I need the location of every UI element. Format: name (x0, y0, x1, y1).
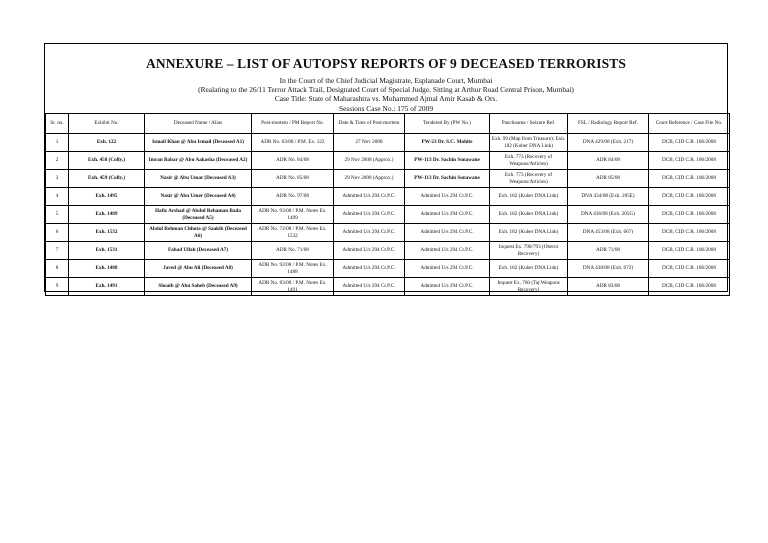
cell-deceased-name: Abdul Rehman Chhota @ Saakib (Deceased A6) (145, 224, 252, 242)
table-row (46, 152, 730, 170)
header-court-ref: Court Reference / Case File No. (649, 114, 730, 134)
table-row (46, 224, 730, 242)
cell-pm-report-no: ADR No. 97/08 (252, 188, 334, 206)
cell-court-ref: DCB, CID C.R. 186/2008 (649, 242, 730, 260)
cell-fsl-ref: ADR 84/08 (568, 152, 649, 170)
header-exhibit-no: Exhibit No. (69, 114, 145, 134)
cell-date-time: Admitted U/s 294 Cr.P.C. (334, 260, 405, 278)
cell-pm-report-no: ADR No. 85/08 (252, 170, 334, 188)
cell-date-time: Admitted U/s 294 Cr.P.C. (334, 188, 405, 206)
cell-sr-no: 7 (46, 242, 69, 260)
cell-date-time: 29 Nov 2008 (Approx.) (334, 170, 405, 188)
cell-exhibit-no: Exh. 1491 (69, 278, 145, 296)
cell-panchnama: Exh. 99 (Map from Treasure); Exh. 182 (Kuber DNA Link) (490, 134, 568, 152)
cell-panchnama: Exh. 182 (Kuber DNA Link) (490, 206, 568, 224)
cell-panchnama: Exh. 182 (Kuber DNA Link) (490, 224, 568, 242)
cell-deceased-name: Hafiz Arshad @ Abdul Rehaman Bada (Deceased A5) (145, 206, 252, 224)
cell-date-time: Admitted U/s 294 Cr.P.C. (334, 278, 405, 296)
cell-deceased-name: Imran Babar @ Abu Aakasha (Deceased A2) (145, 152, 252, 170)
cell-tendered-by: Admitted U/s 294 Cr.P.C. (405, 260, 490, 278)
cell-pm-report-no: ADR No. 72/08 / P.M. Notes Ex. 1532 (252, 224, 334, 242)
court-line: In the Court of the Chief Judicial Magistrate, Esplanade Court, Mumbai (279, 76, 493, 85)
cell-exhibit-no: Exh. 1488 (69, 260, 145, 278)
table-row (46, 206, 730, 224)
cell-date-time: Admitted U/s 294 Cr.P.C. (334, 206, 405, 224)
cell-panchnama: Exh. 773 (Recovery of Weapons/Articles) (490, 170, 568, 188)
cell-fsl-ref: ADR 71/08 (568, 242, 649, 260)
cell-tendered-by: Admitted U/s 294 Cr.P.C. (405, 242, 490, 260)
cell-tendered-by: Admitted U/s 294 Cr.P.C. (405, 188, 490, 206)
cell-pm-report-no: ADR No. 93/08 / P.M. Notes Ex. 1489 (252, 206, 334, 224)
table-header-row (46, 114, 730, 134)
cell-deceased-name: Shoaib @ Abu Soheb (Deceased A9) (145, 278, 252, 296)
cell-panchnama: Exh. 773 (Recovery of Weapons/Articles) (490, 152, 568, 170)
cell-fsl-ref: DNA 429/08 (Exh. 217) (568, 134, 649, 152)
cell-exhibit-no: Exh. 1489 (69, 206, 145, 224)
cell-court-ref: DCB, CID C.R. 186/2008 (649, 152, 730, 170)
cell-panchnama: Exh. 182 (Kuber DNA Link) (490, 188, 568, 206)
cell-sr-no: 1 (46, 134, 69, 152)
cell-deceased-name: Nasir @ Abu Umar (Deceased A3) (145, 170, 252, 188)
cell-exhibit-no: Exh. 122 (69, 134, 145, 152)
table-row (46, 242, 730, 260)
table-row (46, 134, 730, 152)
table-row (46, 170, 730, 188)
table-row (46, 278, 730, 296)
cell-fsl-ref: DNA 436/08 (Exh. 205G) (568, 206, 649, 224)
cell-pm-report-no: ADR No. 63/08 / P.M. Ex. 122 (252, 134, 334, 152)
case-number: Sessions Case No.: 175 of 2009 (338, 103, 434, 113)
cell-exhibit-no: Exh. 458 (Colly.) (69, 152, 145, 170)
cell-sr-no: 2 (46, 152, 69, 170)
case-title: Case Title: State of Maharashtra vs. Mohammed Ajmal Amir Kasab & Ors. (274, 94, 498, 104)
cell-deceased-name: Nasir @ Abu Umer (Deceased A4) (145, 188, 252, 206)
header-pm-report-no: Post-mortem / PM Report No. (252, 114, 334, 134)
cell-deceased-name: Ismail Khan @ Abu Ismail (Deceased A1) (145, 134, 252, 152)
cell-tendered-by: Admitted U/s 294 Cr.P.C. (405, 206, 490, 224)
cell-panchnama: Inquest Ex. 760 (Taj Weapons Recovery) (490, 278, 568, 296)
cell-sr-no: 3 (46, 170, 69, 188)
annexure-sheet (44, 43, 728, 292)
cell-deceased-name: Fahad Ullah (Deceased A7) (145, 242, 252, 260)
cell-tendered-by: PW-113 Dr. Sachin Sonawane (405, 170, 490, 188)
cell-panchnama: Inquest Ex. 790/793 (Oberoi Recovery) (490, 242, 568, 260)
cell-court-ref: DCB, CID C.R. 186/2008 (649, 278, 730, 296)
cell-fsl-ref: ADR 85/08 (568, 170, 649, 188)
header-date-time: Date & Time of Post-mortem (334, 114, 405, 134)
header-sr-no: Sr. no. (46, 114, 69, 134)
cell-panchnama: Exh. 182 (Kuber DNA Link) (490, 260, 568, 278)
cell-tendered-by: PW-23 Dr. S.C. Mohite (405, 134, 490, 152)
cell-date-time: 27 Nov 2008 (334, 134, 405, 152)
cell-fsl-ref: DNA 453/08 (Exh. 667) (568, 224, 649, 242)
cell-pm-report-no: ADR No. 83/08 / P.M. Notes Ex. 1491 (252, 278, 334, 296)
cell-deceased-name: Javed @ Abu Ali (Deceased A8) (145, 260, 252, 278)
relating-line: (Realating to the 26/11 Terror Attack Trail, Designated Court of Special Judge, Sitting at Arthur Road Central Prison, Mumbai) (198, 85, 574, 95)
cell-court-ref: DCB, CID C.R. 186/2008 (649, 188, 730, 206)
cell-sr-no: 8 (46, 260, 69, 278)
cell-court-ref: DCB, CID C.R. 186/2008 (649, 224, 730, 242)
document-title: ANNEXURE – LIST OF AUTOPSY REPORTS OF 9 DECEASED TERRORISTS (146, 56, 626, 71)
cell-fsl-ref: DNA 438/08 (Exh. 672) (568, 260, 649, 278)
cell-court-ref: DCB, CID C.R. 186/2008 (649, 260, 730, 278)
cell-exhibit-no: Exh. 1495 (69, 188, 145, 206)
cell-court-ref: DCB, CID C.R. 186/2008 (649, 134, 730, 152)
document-header (45, 44, 727, 113)
cell-court-ref: DCB, CID C.R. 186/2008 (649, 170, 730, 188)
cell-tendered-by: Admitted U/s 294 Cr.P.C. (405, 278, 490, 296)
cell-sr-no: 5 (46, 206, 69, 224)
header-tendered-by: Tendered By (PW No.) (405, 114, 490, 134)
header-fsl-ref: FSL / Radiology Report Ref. (568, 114, 649, 134)
cell-pm-report-no: ADR No. 84/08 (252, 152, 334, 170)
cell-tendered-by: PW-113 Dr. Sachin Sonawane (405, 152, 490, 170)
autopsy-reports-table (45, 113, 730, 296)
cell-sr-no: 9 (46, 278, 69, 296)
cell-pm-report-no: ADR No. 71/08 (252, 242, 334, 260)
cell-tendered-by: Admitted U/s 294 Cr.P.C. (405, 224, 490, 242)
cell-pm-report-no: ADR No. 92/08 / P.M. Notes Ex. 1488 (252, 260, 334, 278)
cell-exhibit-no: Exh. 1531 (69, 242, 145, 260)
cell-date-time: Admitted U/s 294 Cr.P.C. (334, 242, 405, 260)
cell-fsl-ref: DNA 434/08 (Exh. 205E) (568, 188, 649, 206)
cell-date-time: 29 Nov 2008 (Approx.) (334, 152, 405, 170)
table-row (46, 188, 730, 206)
table-row (46, 260, 730, 278)
cell-court-ref: DCB, CID C.R. 186/2008 (649, 206, 730, 224)
cell-exhibit-no: Exh. 459 (Colly.) (69, 170, 145, 188)
cell-sr-no: 4 (46, 188, 69, 206)
cell-date-time: Admitted U/s 294 Cr.P.C. (334, 224, 405, 242)
cell-exhibit-no: Exh. 1532 (69, 224, 145, 242)
cell-fsl-ref: ADR 83/08 (568, 278, 649, 296)
header-deceased-name: Deceased Name / Alias (145, 114, 252, 134)
cell-sr-no: 6 (46, 224, 69, 242)
header-panchnama: Panchnama / Seizure Ref. (490, 114, 568, 134)
